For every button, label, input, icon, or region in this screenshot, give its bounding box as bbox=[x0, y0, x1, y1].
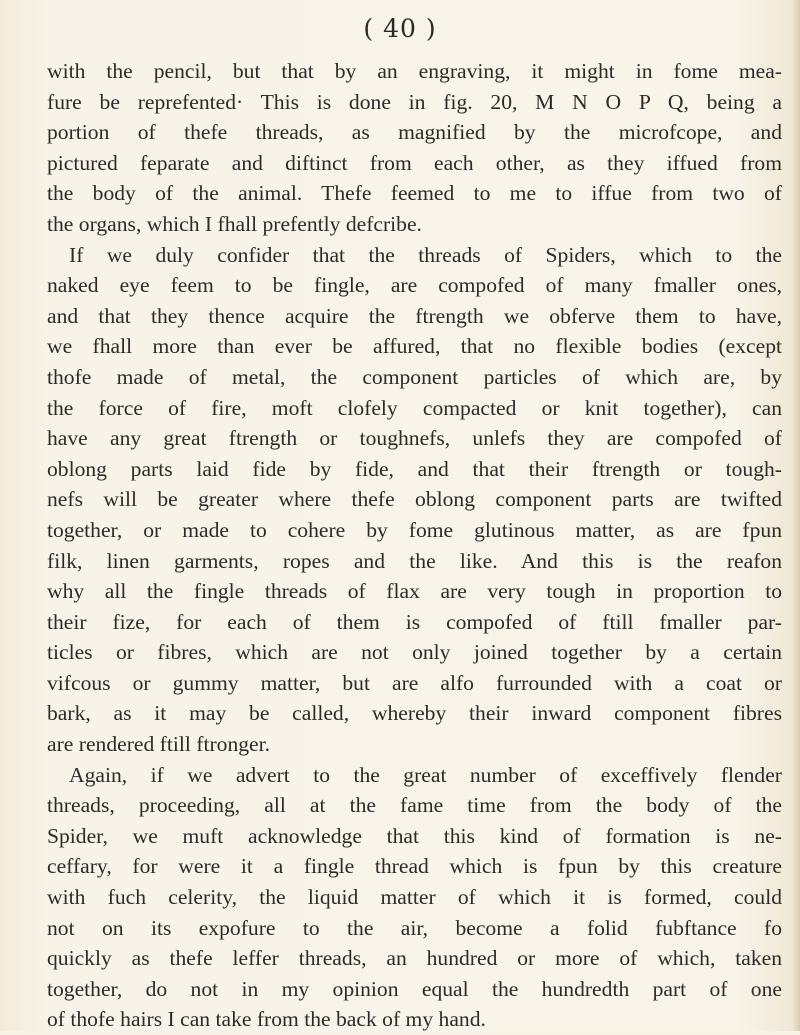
text-line: threads, proceeding, all at the fame time from the body of the bbox=[47, 793, 782, 818]
page-edge-shadow bbox=[792, 0, 800, 1031]
text-line: are rendered ftill ftronger. bbox=[47, 732, 271, 757]
text-line: nefs will be greater where thefe oblong component parts are twifted bbox=[47, 487, 782, 512]
text-line: the body of the animal. Thefe feemed to me to iffue from two of bbox=[47, 181, 782, 206]
text-line: thofe made of metal, the component particles of which are, by bbox=[47, 364, 782, 389]
text-line: naked eye feem to be fingle, are compofed of many fmaller ones, bbox=[47, 273, 782, 298]
text-line: bark, as it may be called, whereby their inward component fibres bbox=[47, 701, 782, 726]
text-line: If we duly confider that the threads of Spiders, which to the bbox=[69, 242, 782, 267]
text-line: of thofe hairs I can take from the back of my hand. bbox=[47, 1007, 486, 1032]
text-line: why all the fingle threads of flax are very tough in proportion to bbox=[47, 579, 782, 604]
text-line: the force of fire, moft clofely compacted or knit together), can bbox=[47, 395, 782, 420]
text-line: quickly as thefe leffer threads, an hundred or more of which, taken bbox=[47, 946, 782, 971]
text-line: together, do not in my opinion equal the hundredth part of one bbox=[47, 976, 782, 1001]
page-number: ( 40 ) bbox=[363, 14, 437, 43]
text-line: their fize, for each of them is compofed of ftill fmaller par- bbox=[47, 609, 782, 634]
body-text bbox=[47, 56, 782, 1035]
text-line: ticles or fibres, which are not only joined together by a certain bbox=[47, 640, 782, 665]
text-line: oblong parts laid fide by fide, and that their ftrength or tough- bbox=[47, 456, 782, 481]
text-line: with fuch celerity, the liquid matter of which it is formed, could bbox=[47, 885, 782, 910]
text-line: have any great ftrength or toughnefs, unlefs they are compofed of bbox=[47, 426, 782, 451]
text-line: ceffary, for were it a fingle thread which is fpun by this creature bbox=[47, 854, 782, 879]
text-line: Again, if we advert to the great number of exceffively flender bbox=[69, 762, 782, 787]
text-line: with the pencil, but that by an engraving, it might in fome mea- bbox=[47, 59, 782, 83]
text-line: not on its expofure to the air, become a folid fubftance fo bbox=[47, 915, 782, 940]
text-line: vifcous or gummy matter, but are alfo furrounded with a coat or bbox=[47, 670, 782, 695]
text-line: together, or made to cohere by fome glutinous matter, as are fpun bbox=[47, 517, 782, 542]
text-line: the organs, which I fhall prefently defcribe. bbox=[47, 211, 422, 236]
text-line: filk, linen garments, ropes and the like. And this is the reafon bbox=[47, 548, 782, 573]
text-line: portion of thefe threads, as magnified by the microfcope, and bbox=[47, 120, 782, 145]
text-line: Spider, we muft acknowledge that this kind of formation is ne- bbox=[47, 823, 782, 848]
text-line: and that they thence acquire the ftrength we obferve them to have, bbox=[47, 303, 782, 328]
text-line: pictured feparate and diftinct from each other, as they iffued from bbox=[47, 150, 782, 175]
text-line: we fhall more than ever be affured, that no flexible bodies (except bbox=[47, 334, 782, 359]
text-line: fure be reprefented· This is done in fig. 20, M N O P Q, being a bbox=[47, 89, 782, 114]
